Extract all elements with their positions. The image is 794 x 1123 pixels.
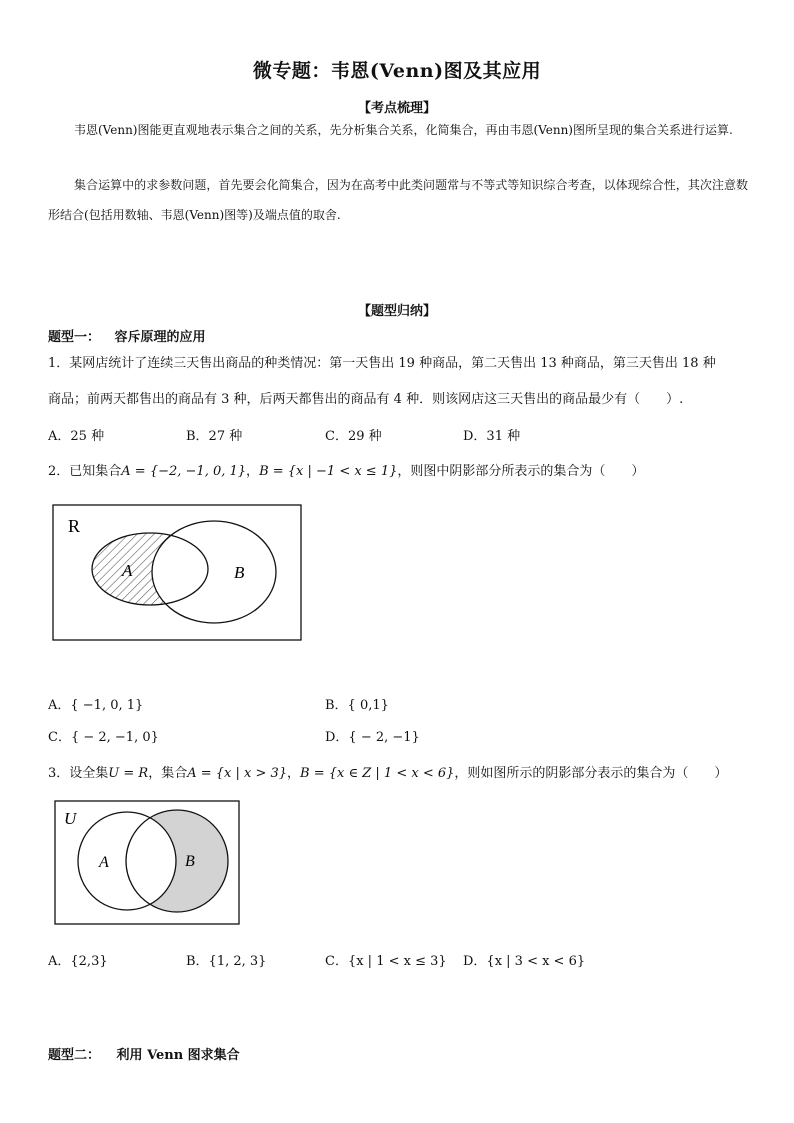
- q2-set-b: B = {x | −1 < x ≤ 1}: [259, 464, 398, 479]
- q3-universe-def: U = R: [108, 766, 149, 781]
- q3-option-a: A．{2,3}: [48, 954, 108, 969]
- q2-option-c: C．{ − 2, −1, 0}: [48, 730, 159, 745]
- q2-set-b-label: B: [234, 563, 245, 582]
- page-title: 微专题：韦恩(Venn)图及其应用: [252, 60, 542, 82]
- q3-set-a: A = {x | x > 3}: [187, 766, 288, 781]
- q2-stem: [48, 460, 644, 479]
- section-heading-question-types: 【题型归纳】: [357, 304, 436, 319]
- q1-option-b: B．27 种: [186, 429, 243, 444]
- q3-stem: [48, 762, 727, 781]
- q3-suffix: ，则如图所示的阴影部分表示的集合为（ ）: [454, 766, 728, 781]
- q2-option-d: D．{ − 2, −1}: [325, 730, 420, 745]
- q1-line1: 1．某网店统计了连续三天售出商品的种类情况：第一天售出 19 种商品，第二天售出 13 种商品，第三天售出 18 种: [48, 356, 716, 371]
- q2-sep: ，: [246, 464, 260, 479]
- type2-label: 题型二：: [48, 1048, 101, 1063]
- q1-option-c: C．29 种: [325, 429, 382, 444]
- type1-title: 容斥原理的应用: [114, 330, 206, 345]
- q3-venn-diagram: [52, 798, 242, 928]
- type2-title: 利用 Venn 图求集合: [116, 1048, 240, 1063]
- q2-set-a: A = {−2, −1, 0, 1}: [121, 464, 247, 479]
- q3-set-b-label: B: [185, 853, 195, 870]
- type1-label: 题型一：: [48, 330, 101, 345]
- q3-prefix: 3．设全集: [48, 766, 109, 781]
- q3-set-b: B = {x ∈ Z | 1 < x < 6}: [300, 766, 455, 781]
- q2-prefix: 2．已知集合: [48, 464, 122, 479]
- q3-option-d: D．{x | 3 < x < 6}: [463, 954, 586, 969]
- q2-option-b: B．{ 0,1}: [325, 698, 389, 713]
- q3-sep: ，: [287, 766, 301, 781]
- q2-option-a: A．{ −1, 0, 1}: [48, 698, 144, 713]
- q2-venn-diagram: [50, 502, 306, 644]
- section-heading-key-points: 【考点梳理】: [357, 101, 436, 116]
- question-type-1: [48, 326, 206, 345]
- q3-universe-label: U: [64, 809, 77, 828]
- q2-universe-label: R: [68, 516, 81, 536]
- q1-option-d: D．31 种: [463, 429, 521, 444]
- question-type-2: [48, 1044, 240, 1063]
- q3-option-c: C．{x | 1 < x ≤ 3}: [325, 954, 447, 969]
- q3-option-b: B．{1, 2, 3}: [186, 954, 267, 969]
- q3-set-a-label: A: [99, 854, 109, 871]
- q1-option-a: A．25 种: [48, 429, 105, 444]
- paragraph-method: 集合运算中的求参数问题，首先要会化简集合，因为在高考中此类问题常与不等式等知识综合考查，以体现综合性，其次注意数形结合(包括用数轴、韦恩(Venn)图等)及端点值的取舍.: [48, 178, 748, 222]
- paragraph-intro: 韦恩(Venn)图能更直观地表示集合之间的关系，先分析集合关系，化简集合，再由韦恩(Venn)图所呈现的集合关系进行运算.: [74, 123, 733, 137]
- q3-mid: ，集合: [148, 766, 188, 781]
- q1-line2: 商品；前两天都售出的商品有 3 种，后两天都售出的商品有 4 种．则该网店这三天售出的商品最少有（ ）.: [48, 392, 684, 407]
- q2-suffix: ，则图中阴影部分所表示的集合为（ ）: [397, 464, 645, 479]
- q2-set-a-label: A: [122, 561, 133, 580]
